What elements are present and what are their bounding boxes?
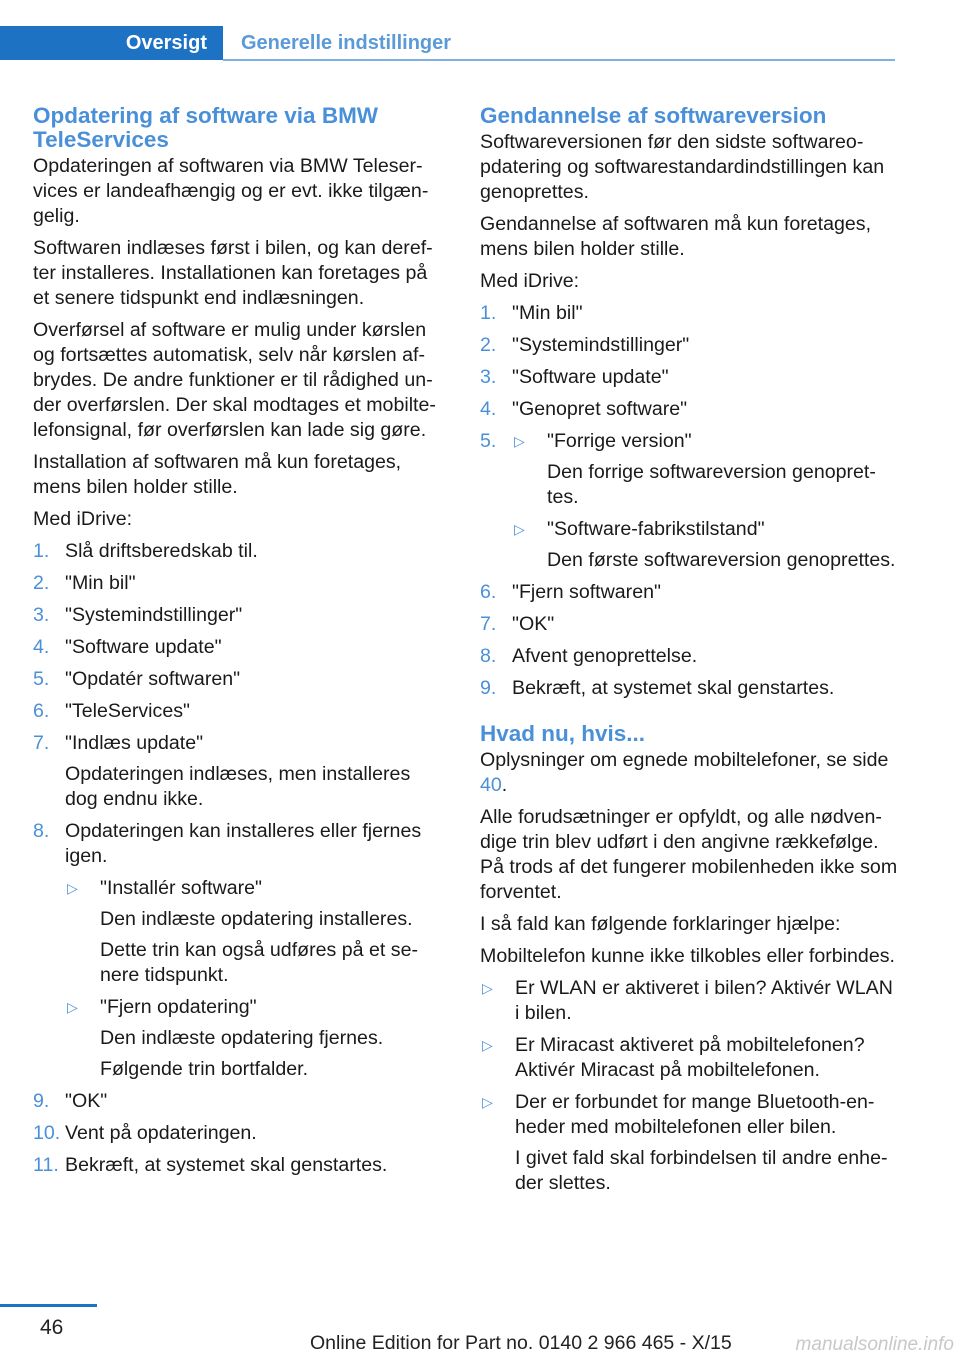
step-text: "Software update" (65, 636, 222, 658)
step-text: Bekræft, at systemet skal genstartes. (65, 1154, 388, 1176)
tab-generelle-indstillinger[interactable]: Generelle indstillinger (241, 31, 452, 54)
bullet-item (480, 1033, 898, 1083)
list-item (33, 731, 443, 812)
step-text: "Systemindstillinger" (512, 334, 690, 356)
triangle-bullet-icon: ▷ (482, 980, 493, 996)
watermark: manualsonline.info (795, 1334, 954, 1355)
step-text: "Software update" (512, 366, 669, 388)
step-number: 2. (33, 572, 50, 594)
list-item (33, 1153, 443, 1178)
bullet-list (480, 976, 898, 1196)
bullet-text: Der er forbundet for mange Bluetooth-enheder med mobiltelefonen eller bilen. (515, 1091, 875, 1138)
paragraph: Softwareversionen før den sidste softwareopdatering og softwarestandardindstillingen kan genoprettes. (480, 131, 885, 203)
step-text: Vent på opdateringen. (65, 1122, 257, 1144)
list-item (480, 365, 898, 390)
bullet-note: I givet fald skal forbindelsen til andre enheder slettes. (515, 1147, 888, 1194)
triangle-bullet-icon: ▷ (67, 880, 78, 896)
list-item (480, 333, 898, 358)
list-item (480, 644, 898, 669)
list-item (480, 612, 898, 637)
bullet-item (480, 976, 898, 1026)
paragraph: Softwaren indlæses først i bilen, og kan derefter installeres. Installationen kan foretages på et senere tidspunkt end indlæsningen. (33, 237, 433, 309)
paragraph: Overførsel af software er mulig under kørslen og fortsættes automatisk, selv når kørslen afbrydes. De andre funktioner er til rådighed under overførslen. Der skal modtages et mobiltelefonsignal, før overførslen kan lade sig gøre. (33, 319, 436, 441)
step-note: Opdateringen indlæses, men installeres dog endnu ikke. (65, 763, 411, 810)
step-text: "Min bil" (65, 572, 136, 594)
sub-item-text: "Fjern opdatering" (100, 996, 257, 1018)
sub-note: Dette trin kan også udføres på et senere tidspunkt. (100, 939, 419, 986)
paragraph: Alle forudsætninger er opfyldt, og alle nødvendige trin blev udført i den angivne rækkefølge. På trods af det fungerer mobilenheden ikke som forventet. (480, 806, 898, 903)
list-item (480, 301, 898, 326)
sub-list (65, 876, 443, 1082)
step-text: "OK" (512, 613, 555, 635)
step-number: 4. (33, 636, 50, 658)
section-heading-restore: Gendannelse af softwareversion (480, 103, 827, 128)
step-text: "Indlæs update" (65, 732, 204, 754)
step-number: 4. (480, 398, 497, 420)
step-text: "TeleServices" (65, 700, 190, 722)
paragraph: Gendannelse af softwaren må kun foretages, mens bilen holder stille. (480, 213, 872, 260)
step-number: 5. (480, 430, 497, 452)
header-bar (0, 26, 895, 62)
triangle-bullet-icon: ▷ (514, 433, 525, 449)
paragraph: Med iDrive: (33, 508, 133, 530)
paragraph: Mobiltelefon kunne ikke tilkobles eller forbindes. (480, 945, 895, 967)
step-number: 7. (480, 613, 497, 635)
list-item (33, 667, 443, 692)
sub-item-text: "Software-fabrikstilstand" (547, 518, 765, 540)
spacer (480, 708, 898, 722)
step-text: "Genopret software" (512, 398, 688, 420)
step-text: "Opdatér softwaren" (65, 668, 241, 690)
list-item (480, 580, 898, 605)
sub-item (65, 995, 443, 1082)
list-item (33, 635, 443, 660)
page-number: 46 (40, 1316, 64, 1339)
bullet-text: Er WLAN er aktiveret i bilen? Aktivér WLAN i bilen. (515, 977, 893, 1024)
sub-item (65, 876, 443, 988)
step-number: 6. (33, 700, 50, 722)
step-text: Opdateringen kan installeres eller fjernes igen. (65, 820, 422, 867)
step-number: 3. (480, 366, 497, 388)
triangle-bullet-icon: ▷ (514, 521, 525, 537)
step-number: 1. (480, 302, 497, 324)
list-item (480, 397, 898, 422)
header-divider (223, 59, 895, 61)
step-number: 9. (480, 677, 497, 699)
list-item (33, 1121, 443, 1146)
paragraph: Opdateringen af softwaren via BMW Teleservices er landeafhængig og er evt. ikke tilgængelig. (33, 155, 429, 227)
left-column (33, 104, 443, 1185)
triangle-bullet-icon: ▷ (482, 1094, 493, 1110)
step-number: 8. (480, 645, 497, 667)
sub-item-text: "Installér software" (100, 877, 263, 899)
section-heading-troubleshooting: Hvad nu, hvis... (480, 721, 646, 746)
paragraph (480, 748, 898, 798)
bullet-item (480, 1090, 898, 1196)
step-number: 9. (33, 1090, 50, 1112)
list-item (33, 603, 443, 628)
step-text: Bekræft, at systemet skal genstartes. (512, 677, 835, 699)
list-item (33, 699, 443, 724)
steps-list (33, 539, 443, 1178)
step-number: 2. (480, 334, 497, 356)
step-number: 3. (33, 604, 50, 626)
step-number: 6. (480, 581, 497, 603)
step-number: 8. (33, 820, 50, 842)
step-number: 11. (33, 1154, 59, 1176)
step-text: "Systemindstillinger" (65, 604, 243, 626)
sub-item-text: "Forrige version" (547, 430, 692, 452)
sub-note: Den forrige softwareversion genoprettes. (547, 461, 876, 508)
sub-note: Den indlæste opdatering installeres. (100, 908, 413, 930)
right-column (480, 104, 898, 1203)
list-item (480, 676, 898, 701)
triangle-bullet-icon: ▷ (482, 1037, 493, 1053)
step-text: "Min bil" (512, 302, 583, 324)
paragraph: Installation af softwaren må kun foretages, mens bilen holder stille. (33, 451, 402, 498)
step-number: 10. (33, 1122, 61, 1144)
paragraph: Med iDrive: (480, 270, 580, 292)
sub-note: Den første softwareversion genoprettes. (547, 549, 896, 571)
list-item (33, 539, 443, 564)
tab-oversigt[interactable]: Oversigt (0, 26, 223, 60)
footer-divider (0, 1304, 97, 1307)
list-item (480, 429, 898, 573)
step-text: Afvent genoprettelse. (512, 645, 698, 667)
sub-note: Den indlæste opdatering fjernes. (100, 1027, 384, 1049)
triangle-bullet-icon: ▷ (67, 999, 78, 1015)
sub-note: Følgende trin bortfalder. (100, 1058, 309, 1080)
step-number: 5. (33, 668, 50, 690)
sub-item (512, 429, 898, 510)
bullet-text: Er Miracast aktiveret på mobiltelefonen? Aktivér Miracast på mobiltelefonen. (515, 1034, 865, 1081)
edition-text: Online Edition for Part no. 0140 2 966 465 - X/15 (310, 1332, 732, 1354)
step-number: 7. (33, 732, 50, 754)
paragraph: I så fald kan følgende forklaringer hjælpe: (480, 913, 841, 935)
list-item (33, 571, 443, 596)
step-number: 1. (33, 540, 50, 562)
paragraph-text: Oplysninger om egnede mobiltelefoner, se side (480, 749, 889, 771)
step-text: Slå driftsberedskab til. (65, 540, 258, 562)
paragraph-text: . (501, 774, 508, 796)
section-heading-software-update: Opdatering af software via BMW TeleServices (33, 103, 379, 152)
steps-list (480, 301, 898, 701)
page-link[interactable]: 40 (480, 774, 502, 796)
step-text: "Fjern softwaren" (512, 581, 661, 603)
sub-list (512, 429, 898, 573)
sub-item (512, 517, 898, 573)
list-item (33, 1089, 443, 1114)
step-text: "OK" (65, 1090, 108, 1112)
list-item (33, 819, 443, 1082)
